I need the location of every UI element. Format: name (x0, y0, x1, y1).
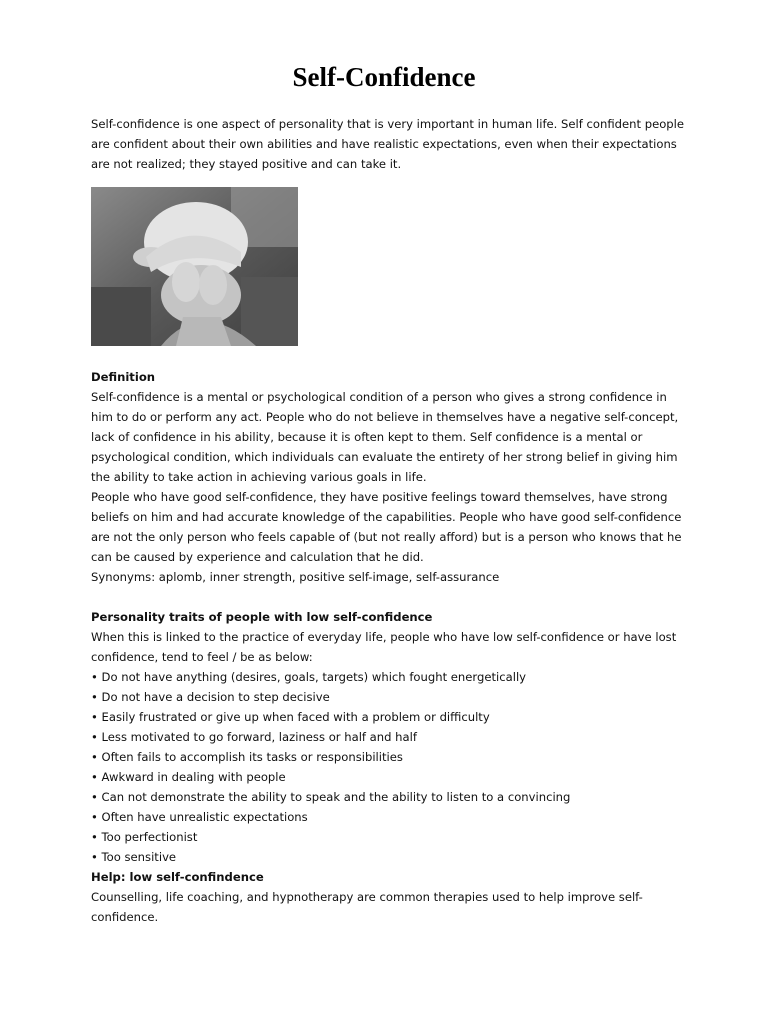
child-photo (91, 187, 298, 346)
list-item: • Awkward in dealing with people (91, 767, 685, 787)
help-text: Counselling, life coaching, and hypnotherapy are common therapies used to help improve self-confidence. (91, 890, 643, 924)
intro-paragraph: Self-confidence is one aspect of personality that is very important in human life. Self confident people are confident about their own abilities and have realistic expectations, even when their expectations are not realized; they stayed positive and can take it. (91, 117, 685, 171)
traits-lead: When this is linked to the practice of everyday life, people who have low self-confidence or have lost confidence, tend to feel / be as below: (91, 630, 677, 664)
traits-heading: Personality traits of people with low self-confidence (91, 610, 433, 624)
list-item: • Often have unrealistic expectations (91, 807, 685, 827)
list-item: • Less motivated to go forward, laziness or half and half (91, 727, 685, 747)
definition-heading: Definition (91, 370, 156, 384)
list-item: • Often fails to accomplish its tasks or responsibilities (91, 747, 685, 767)
list-item: • Too perfectionist (91, 827, 685, 847)
definition-paragraph: Self-confidence is a mental or psychological condition of a person who gives a strong confidence in him to do or perform any act. People who do not believe in themselves have a negative self-concept, lack of confidence in his ability, because it is often kept to them. Self confidence is a mental or psychological condition, which individuals can evaluate the entirety of her strong belief in giving him the ability to take action in achieving various goals in life. (91, 390, 679, 484)
child-covering-face-image (91, 187, 298, 346)
main-content (91, 367, 685, 927)
list-item: • Can not demonstrate the ability to speak and the ability to listen to a convincing (91, 787, 685, 807)
traits-list (91, 667, 685, 867)
good-confidence-paragraph: People who have good self-confidence, they have positive feelings toward themselves, have strong beliefs on him and had accurate knowledge of the capabilities. People who have good self-confidence are not the only person who feels capable of (but not really afford) but is a person who knows that he can be caused by experience and calculation that he did. (91, 490, 682, 564)
list-item: • Do not have a decision to step decisive (91, 687, 685, 707)
section-spacer (91, 587, 685, 607)
list-item: • Easily frustrated or give up when faced with a problem or difficulty (91, 707, 685, 727)
list-item: • Do not have anything (desires, goals, targets) which fought energetically (91, 667, 685, 687)
help-heading: Help: low self-confindence (91, 870, 264, 884)
list-item: • Too sensitive (91, 847, 685, 867)
page-title: Self-Confidence (292, 62, 476, 92)
synonyms-line: Synonyms: aplomb, inner strength, positive self-image, self-assurance (91, 570, 500, 584)
